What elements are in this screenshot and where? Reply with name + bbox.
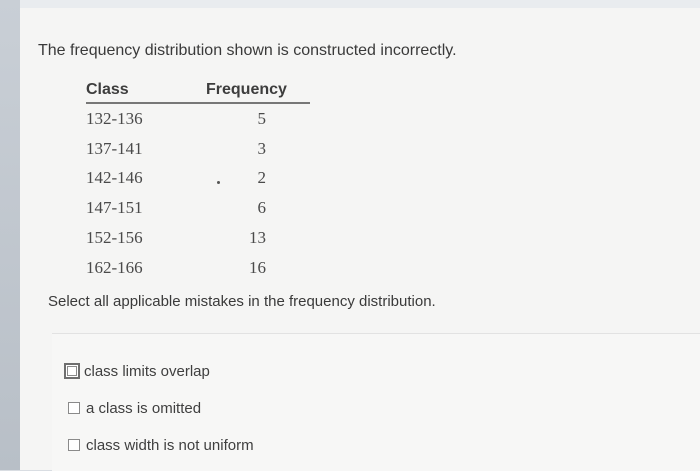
- top-edge-bar: [20, 0, 700, 8]
- option-label: class width is not uniform: [86, 436, 254, 454]
- table-header-row: [86, 76, 310, 103]
- option-width-not-uniform[interactable]: [68, 434, 254, 456]
- frequency-cell: 5: [257, 108, 266, 128]
- option-class-limits-overlap[interactable]: [64, 360, 210, 382]
- table-row: [86, 193, 310, 223]
- frequency-cell: 2: [257, 168, 266, 188]
- table-row: [86, 223, 310, 253]
- checkbox-class-limits-overlap[interactable]: [64, 363, 80, 379]
- class-cell: 162-166: [86, 257, 143, 277]
- frequency-table: [86, 76, 310, 283]
- table-row: [86, 103, 310, 134]
- question-text: The frequency distribution shown is constructed incorrectly.: [38, 42, 457, 59]
- stray-dot: [217, 181, 220, 184]
- table-row: [86, 134, 310, 164]
- frequency-cell: 16: [249, 257, 266, 277]
- class-header: Class: [86, 76, 206, 103]
- instruction-text: Select all applicable mistakes in the frequency distribution.: [48, 293, 436, 310]
- option-class-omitted[interactable]: [68, 397, 201, 419]
- frequency-cell: 13: [249, 228, 266, 248]
- frequency-cell: 6: [257, 198, 266, 218]
- class-cell: 147-151: [86, 198, 143, 218]
- checkbox-class-omitted[interactable]: [68, 402, 80, 414]
- class-cell: 132-136: [86, 108, 143, 128]
- class-cell: 142-146: [86, 168, 143, 188]
- class-cell: 137-141: [86, 138, 143, 158]
- checkbox-width-not-uniform[interactable]: [68, 439, 80, 451]
- option-label: class limits overlap: [84, 362, 210, 380]
- left-edge-strip: [0, 0, 20, 470]
- checkbox-inner: [67, 366, 77, 376]
- class-cell: 152-156: [86, 228, 143, 248]
- option-label: a class is omitted: [86, 399, 202, 417]
- table-row: [86, 253, 310, 283]
- frequency-cell: 3: [257, 138, 266, 158]
- frequency-header: Frequency: [206, 76, 310, 103]
- table-row: [86, 164, 310, 194]
